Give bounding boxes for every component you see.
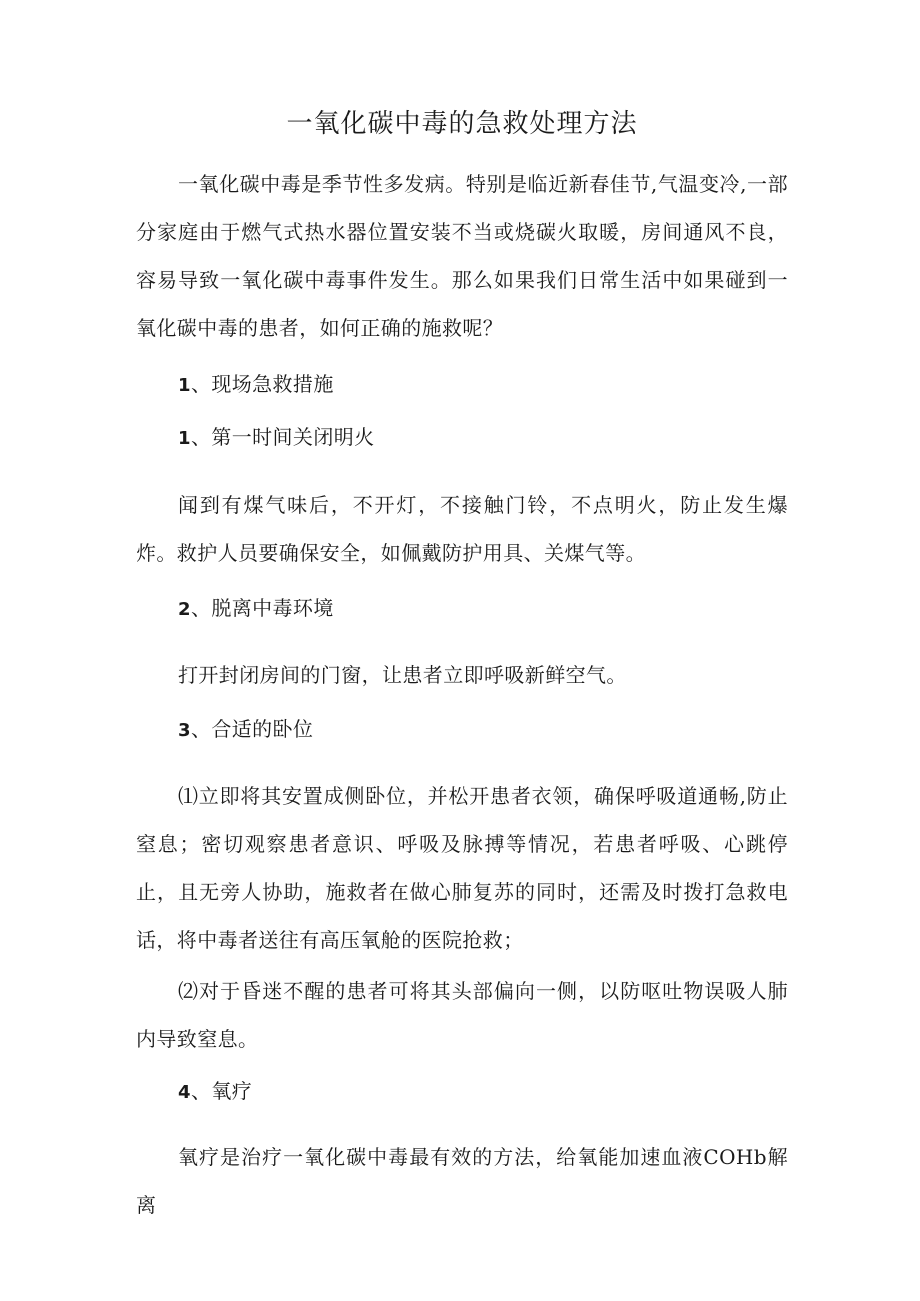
step-number: 2 bbox=[178, 599, 191, 620]
step3-paragraph-a: ⑴立即将其安置成侧卧位，并松开患者衣领，确保呼吸道通畅,防止窒息；密切观察患者意识、呼吸及脉搏等情况，若患者呼吸、心跳停止，且无旁人协助，施救者在做心肺复苏的同时，还需及时拨打急救电话，将中毒者送往有高压氧舱的医院抢救； bbox=[136, 784, 788, 952]
step-heading-2 bbox=[178, 584, 334, 634]
document-title: 一氧化碳中毒的急救处理方法 bbox=[286, 109, 638, 139]
step-label: 、合适的卧位 bbox=[190, 717, 314, 741]
step-label: 、脱离中毒环境 bbox=[190, 596, 334, 620]
intro-paragraph: 一氧化碳中毒是季节性多发病。特别是临近新春佳节,气温变冷,一部分家庭由于燃气式热水器位置安装不当或烧碳火取暖，房间通风不良，容易导致一氧化碳中毒事件发生。那么如果我们日常生活中如果碰到一氧化碳中毒的患者，如何正确的施救呢？ bbox=[136, 172, 788, 340]
step-heading-4 bbox=[178, 1067, 252, 1117]
step-heading-1 bbox=[178, 413, 375, 463]
section-heading-1 bbox=[178, 360, 334, 410]
step-label: 、氧疗 bbox=[190, 1079, 253, 1103]
step1-paragraph: 闻到有煤气味后，不开灯，不接触门铃，不点明火，防止发生爆炸。救护人员要确保安全，如佩戴防护用具、关煤气等。 bbox=[136, 493, 788, 565]
step-label: 、第一时间关闭明火 bbox=[190, 425, 375, 449]
step4-paragraph: 氧疗是治疗一氧化碳中毒最有效的方法，给氧能加速血液COHb解离 bbox=[136, 1145, 788, 1217]
step3-paragraph-b: ⑵对于昏迷不醒的患者可将其头部偏向一侧，以防呕吐物误吸人肺内导致窒息。 bbox=[136, 979, 788, 1051]
section-number: 1 bbox=[178, 375, 191, 396]
step-heading-3 bbox=[178, 705, 313, 755]
step-number: 3 bbox=[178, 720, 191, 741]
step-number: 1 bbox=[178, 428, 191, 449]
step-number: 4 bbox=[178, 1082, 191, 1103]
step2-paragraph: 打开封闭房间的门窗，让患者立即呼吸新鲜空气。 bbox=[178, 663, 627, 687]
section-label: 、现场急救措施 bbox=[190, 372, 334, 396]
